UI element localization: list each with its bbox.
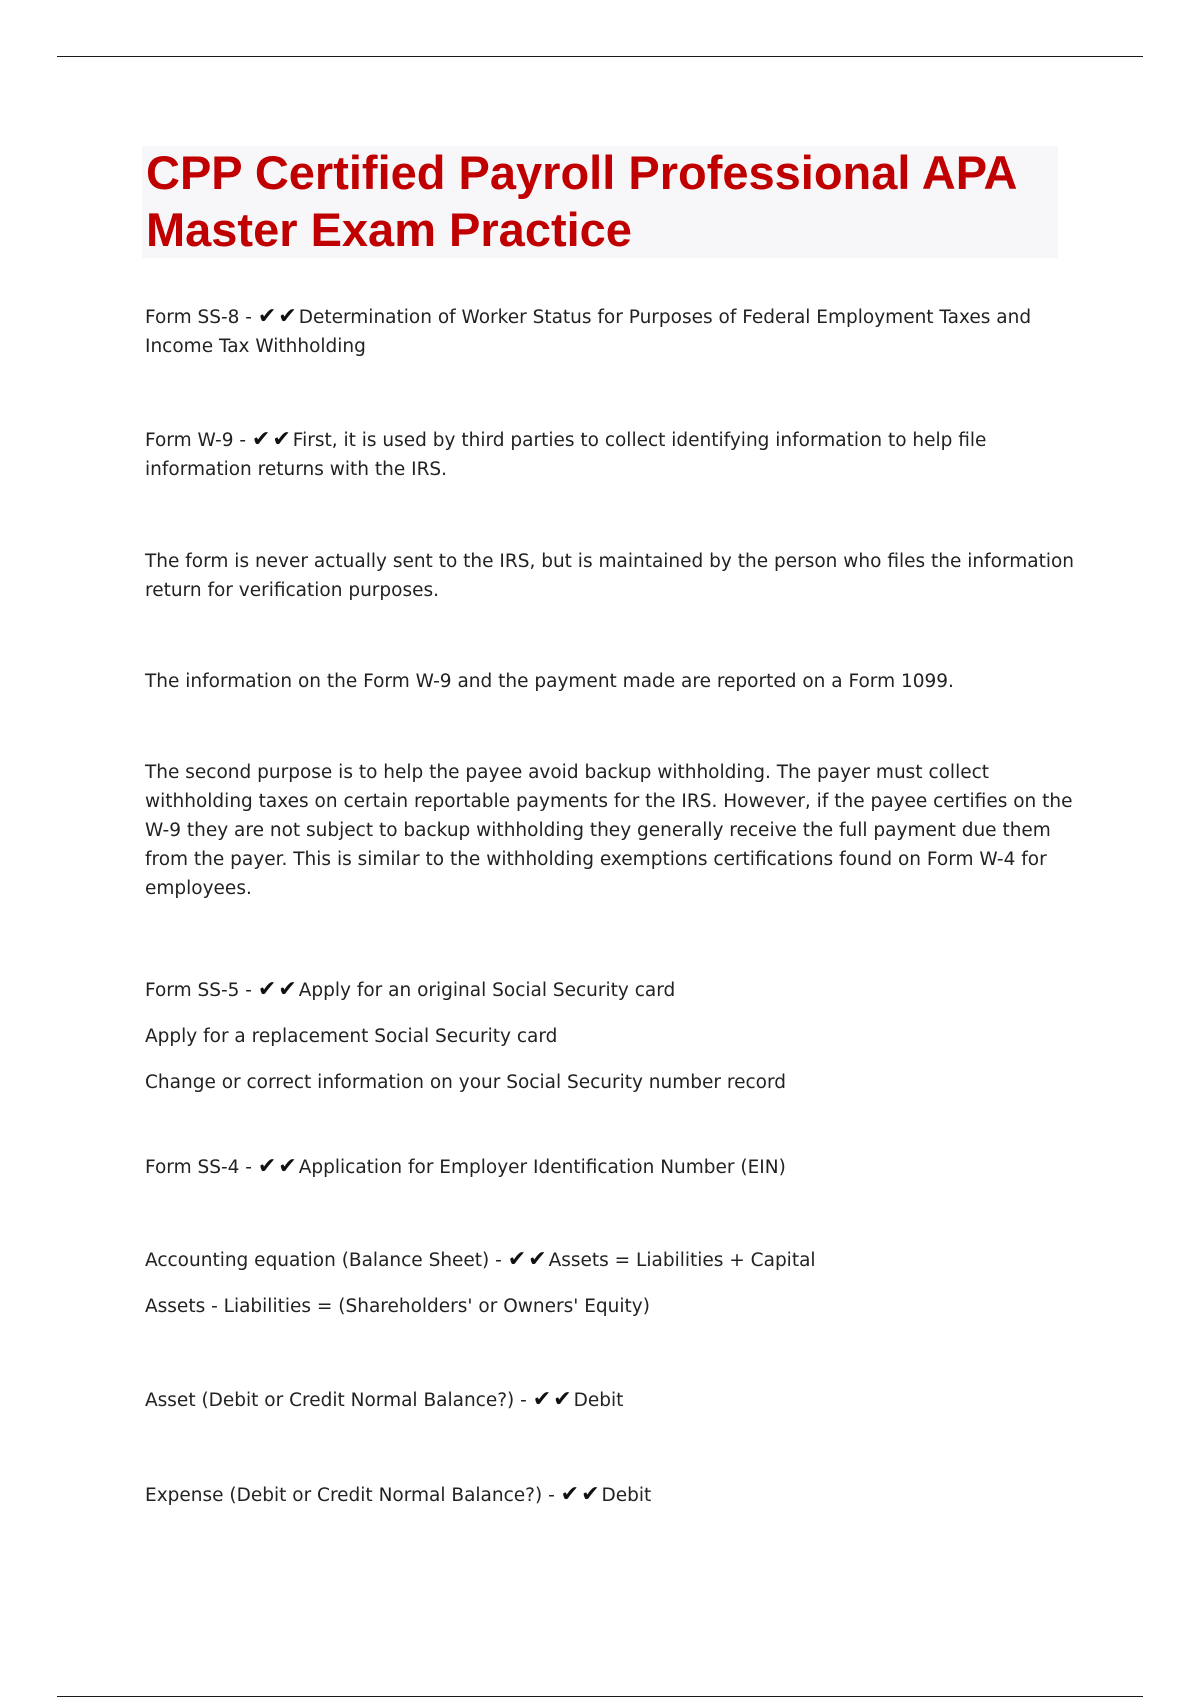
check-mark-icon: ✔ bbox=[257, 304, 277, 329]
entry-asset-normal-balance bbox=[145, 1386, 1065, 1415]
document-title bbox=[146, 144, 1018, 258]
paragraph-w9-not-sent bbox=[145, 547, 1075, 605]
paragraph-line: from the payer. This is similar to the withholding exemptions certifications found on Form W-4 for bbox=[145, 849, 1047, 870]
title-line-2: Master Exam Practice bbox=[146, 203, 632, 256]
entry-term: Expense (Debit or Credit Normal Balance?) - bbox=[145, 1485, 561, 1506]
entry-line bbox=[145, 968, 1065, 1014]
entry-term: Accounting equation (Balance Sheet) - bbox=[145, 1250, 508, 1271]
paragraph-backup-withholding bbox=[145, 758, 1073, 903]
paragraph-line: return for verification purposes. bbox=[145, 580, 439, 601]
entry-term: Form W-9 - bbox=[145, 430, 252, 451]
check-mark-icon: ✔ bbox=[251, 427, 271, 452]
entry-line bbox=[145, 303, 1065, 332]
entry-term: Asset (Debit or Credit Normal Balance?) - bbox=[145, 1390, 533, 1411]
check-mark-icon: ✔ bbox=[257, 1154, 277, 1179]
entry-extra-line: Apply for a replacement Social Security card bbox=[145, 1026, 558, 1047]
paragraph-line: W-9 they are not subject to backup withholding they generally receive the full payment due them bbox=[145, 820, 1051, 841]
check-mark-icon: ✔ bbox=[278, 977, 297, 1002]
check-mark-icon: ✔ bbox=[278, 304, 297, 329]
check-mark-icon: ✔ bbox=[257, 977, 277, 1002]
paragraph-line: The information on the Form W-9 and the payment made are reported on a Form 1099. bbox=[145, 671, 954, 692]
entry-term: Form SS-4 - bbox=[145, 1157, 258, 1178]
entry-answer: Application for Employer Identification Number (EIN) bbox=[298, 1157, 786, 1178]
title-line-1: CPP Certified Payroll Professional APA bbox=[146, 146, 1018, 199]
check-mark-icon: ✔ bbox=[528, 1247, 547, 1272]
entry-form-ss-4 bbox=[145, 1153, 1065, 1182]
entry-form-ss-5 bbox=[145, 968, 1065, 1106]
paragraph-w9-1099 bbox=[145, 667, 1065, 696]
check-mark-icon: ✔ bbox=[272, 427, 291, 452]
entry-answer: Apply for an original Social Security card bbox=[298, 980, 676, 1001]
entry-line bbox=[145, 1238, 1065, 1284]
entry-answer: Debit bbox=[573, 1390, 624, 1411]
paragraph-line: withholding taxes on certain reportable payments for the IRS. However, if the payee certifies on the bbox=[145, 791, 1073, 812]
entry-term: Form SS-5 - bbox=[145, 980, 258, 1001]
check-mark-icon: ✔ bbox=[278, 1154, 297, 1179]
entry-form-w-9 bbox=[145, 426, 1065, 484]
page-bottom-rule bbox=[57, 1696, 1143, 1697]
entry-answer: First, it is used by third parties to collect identifying information to help file bbox=[292, 430, 987, 451]
paragraph-line: The form is never actually sent to the IRS, but is maintained by the person who files the information bbox=[145, 551, 1075, 572]
entry-answer: Assets = Liabilities + Capital bbox=[548, 1250, 816, 1271]
entry-expense-normal-balance bbox=[145, 1481, 1065, 1510]
entry-line bbox=[145, 1153, 1065, 1182]
entry-line bbox=[145, 426, 1065, 455]
entry-continuation: Income Tax Withholding bbox=[145, 336, 366, 357]
check-mark-icon: ✔ bbox=[581, 1482, 600, 1507]
entry-answer: Determination of Worker Status for Purposes of Federal Employment Taxes and bbox=[298, 307, 1032, 328]
entry-answer: Debit bbox=[601, 1485, 652, 1506]
paragraph-line: employees. bbox=[145, 878, 252, 899]
entry-term: Form SS-8 - bbox=[145, 307, 258, 328]
check-mark-icon: ✔ bbox=[560, 1482, 580, 1507]
entry-extra-line: Assets - Liabilities = (Shareholders' or Owners' Equity) bbox=[145, 1296, 650, 1317]
entry-line bbox=[145, 1386, 1065, 1415]
entry-accounting-equation bbox=[145, 1238, 1065, 1330]
paragraph-line: The second purpose is to help the payee avoid backup withholding. The payer must collect bbox=[145, 762, 990, 783]
entry-line bbox=[145, 1481, 1065, 1510]
entry-extra-line: Change or correct information on your Social Security number record bbox=[145, 1072, 786, 1093]
entry-form-ss-8 bbox=[145, 303, 1065, 361]
page-top-rule bbox=[57, 56, 1143, 57]
check-mark-icon: ✔ bbox=[507, 1247, 527, 1272]
check-mark-icon: ✔ bbox=[532, 1387, 552, 1412]
check-mark-icon: ✔ bbox=[553, 1387, 572, 1412]
entry-continuation: information returns with the IRS. bbox=[145, 459, 448, 480]
